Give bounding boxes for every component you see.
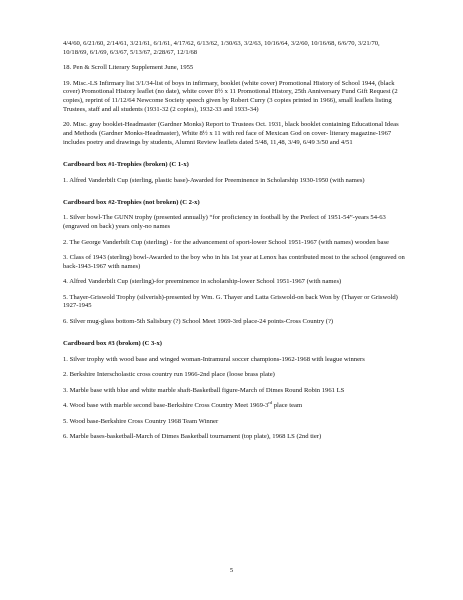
item-19: 19. Misc.-LS Infirmary list 3/1/34-list of boys in infirmary, booklet (white cover) Promotional History of School 1944, (black cover) Promotional History leaflet (no date), white cover 8½ x 11 Promotional History, 25th Anniversary Fund Gift Request (2 copies), reprint of 11/12/64 Newcome Society speech given by Robert Curry (3 copies printed in 1966), small leaflets listing Trustees, staff and all students (1931-32 (2 copies), 1932-33 and 1933-34) [63, 79, 398, 113]
page-body [63, 40, 405, 449]
page-number: 5 [229, 567, 234, 574]
box3-item-3: 3. Marble base with blue and white marble shaft-Basketball figure-March of Dimes Round Robin 1961 LS [63, 386, 345, 394]
box2-item-2: 2. The George Vanderbilt Cup (sterling) - for the advancement of sport-lower School 1951-1967 (with names) wooden base [63, 238, 389, 246]
box3-item-2: 2. Berkshire Interscholastic cross country run 1966-2nd place (loose brass plate) [63, 371, 275, 379]
box2-item-6: 6. Silver mug-glass bottom-5th Salisbury (?) School Meet 1969-3rd place-24 points-Cross Country (?) [63, 317, 334, 325]
box3-item-5: 5. Wood base-Berkshire Cross Country 1968 Team Winner [63, 417, 219, 425]
box3-heading: Cardboard box #3 (broken) (C 3-x) [63, 340, 162, 348]
box1-heading: Cardboard box #1-Trophies (broken) (C 1-x) [63, 161, 189, 169]
box3-item-6: 6. Marble bases-basketball-March of Dimes Basketball tournament (top plate), 1968 LS (2nd tier) [63, 433, 322, 441]
item-20: 20. Misc. gray booklet-Headmaster (Gardner Monks) Report to Trustees Oct. 1931, black booklet containing Educational Ideas and Methods (Gardner Monks-Headmaster), White 8½ x 11 with red face of Mexican God on cover- literary magazine-1967 includes poetry and drawings by students, Alumni Review leaflets dated 5/48, 11,48, 3/49, 6/49 3/50 and 4/51 [63, 121, 399, 146]
ordinal-suffix: rd [268, 400, 273, 406]
box2-item-3: 3. Class of 1943 (sterling) bowl-Awarded to the boy who in his 1st year at Lenox has contributed most to the school (engraved on back-1943-1967 with names) [63, 254, 405, 270]
box2-item-5: 5. Thayer-Griswold Trophy (silverish)-presented by Wm. G. Thayer and Latta Griswold-on back Won by (Thayer or Griswold) 1927-1945 [63, 293, 398, 310]
box3-item-1: 1. Silver trophy with wood base and winged woman-Intramural soccer champions-1962-1968 with league winners [63, 355, 365, 363]
box3-item-4-text: 4. Wood base with marble second base-Berkshire Cross Country Meet 1969-3 [63, 402, 269, 410]
box3-item-4 [63, 402, 405, 411]
box3-item-4-text-end: place team [272, 402, 303, 410]
date-list: 4/4/60, 6/21/60, 2/14/61, 3/21/61, 6/1/61, 4/17/62, 6/13/62, 1/30/63, 3/2/63, 10/16/64, 3/2/60, 10/16/68, 6/6/70, 3/21/70, 10/18/69, 6/1/69, 6/3/67, 5/13/67, 2/28/67, 12/1/68 [63, 40, 380, 56]
box2-heading: Cardboard box #2-Trophies (not broken) (C 2-x) [63, 198, 200, 206]
box2-item-1: 1. Silver bowl-The GUNN trophy (presented annually) “for proficiency in football by the Prefect of 1951-54”-years 54-63 (engraved on back) years only-no names [63, 214, 386, 231]
item-18: 18. Pen & Scroll Literary Supplement June, 1955 [63, 64, 194, 72]
box1-item-1: 1. Alfred Vanderbilt Cup (sterling, plastic base)-Awarded for Preeminence in Scholarship 1930-1950 (with names) [63, 176, 365, 184]
box2-item-4: 4. Alfred Vanderbilt Cup (sterling)-for preeminence in scholarship-lower School 1951-1967 (with names) [63, 278, 342, 286]
